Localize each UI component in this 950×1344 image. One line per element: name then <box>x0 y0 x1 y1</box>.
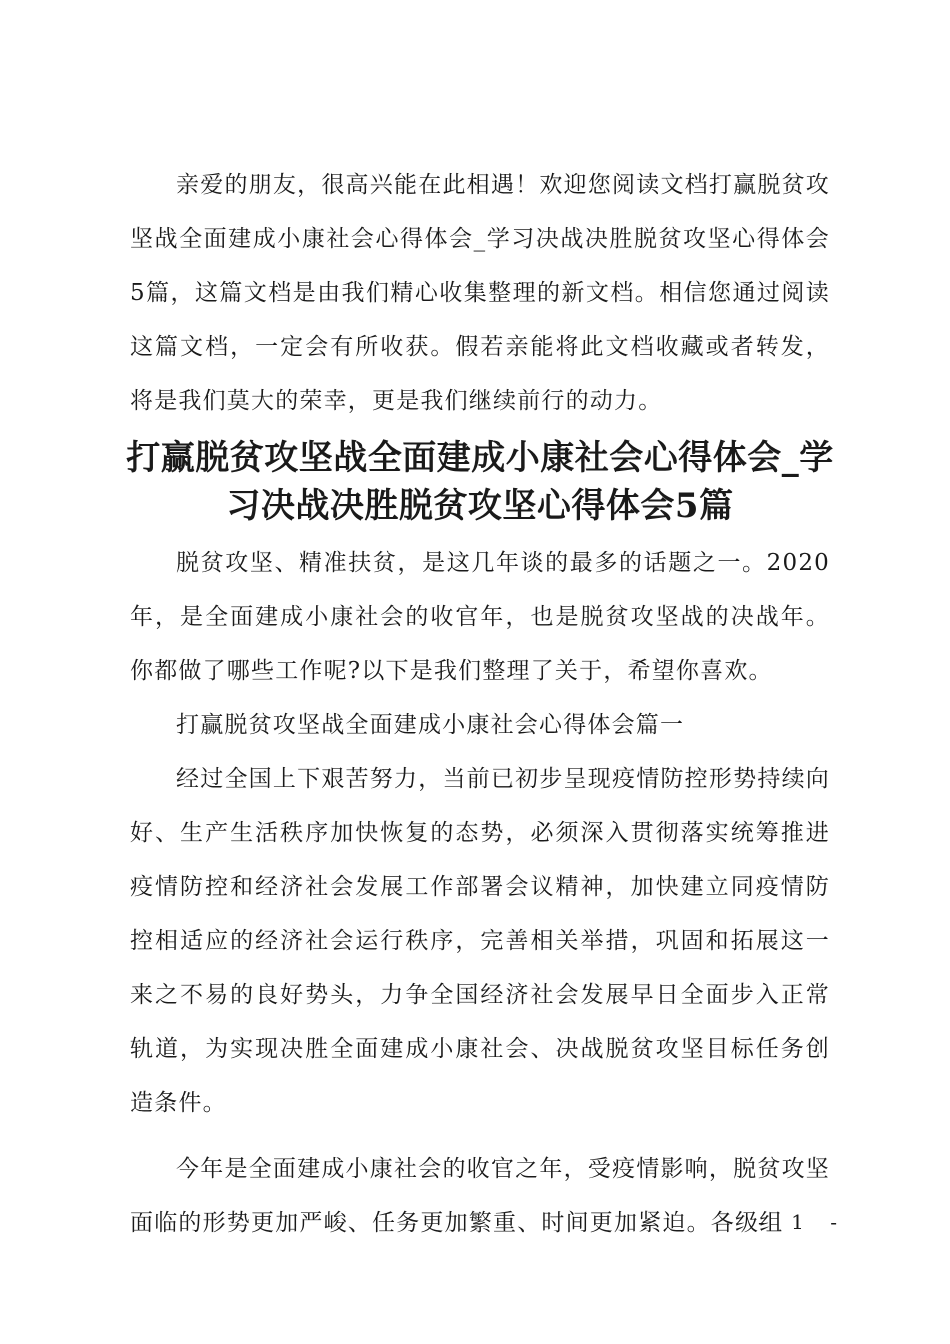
document-title: 打赢脱贫攻坚战全面建成小康社会心得体会_学习决战决胜脱贫攻坚心得体会5篇 <box>126 438 834 526</box>
intro-paragraph: 亲爱的朋友，很高兴能在此相遇！欢迎您阅读文档打赢脱贫攻坚战全面建成小康社会心得体会_学习决战决胜脱贫攻坚心得体会5篇，这篇文档是由我们精心收集整理的新文档。相信您通过阅读这篇文档，一定会有所收获。假若亲能将此文档收藏或者转发，将是我们莫大的荣幸，更是我们继续前行的动力。 <box>130 172 830 414</box>
body-paragraph-1: 经过全国上下艰苦努力，当前已初步呈现疫情防控形势持续向好、生产生活秩序加快恢复的态势，必须深入贯彻落实统筹推进疫情防控和经济社会发展工作部署会议精神，加快建立同疫情防控相适应的经济社会运行秩序，完善相关举措，巩固和拓展这一来之不易的良好势头，力争全国经济社会发展早日全面步入正常轨道，为实现决胜全面建成小康社会、决战脱贫攻坚目标任务创造条件。 <box>130 766 830 1116</box>
body-paragraph-2: 今年是全面建成小康社会的收官之年，受疫情影响，脱贫攻坚面临的形势更加严峻、任务更加繁重、时间更加紧迫。各级组 <box>130 1156 830 1236</box>
spacer <box>130 1130 830 1142</box>
page-content <box>126 158 834 1250</box>
page-number: - 1 - <box>758 1210 847 1234</box>
section-heading: 打赢脱贫攻坚战全面建成小康社会心得体会篇一 <box>176 712 685 738</box>
lead-paragraph: 脱贫攻坚、精准扶贫，是这几年谈的最多的话题之一。2020年，是全面建成小康社会的收官年，也是脱贫攻坚战的决战年。你都做了哪些工作呢?以下是我们整理了关于，希望你喜欢。 <box>130 550 830 684</box>
